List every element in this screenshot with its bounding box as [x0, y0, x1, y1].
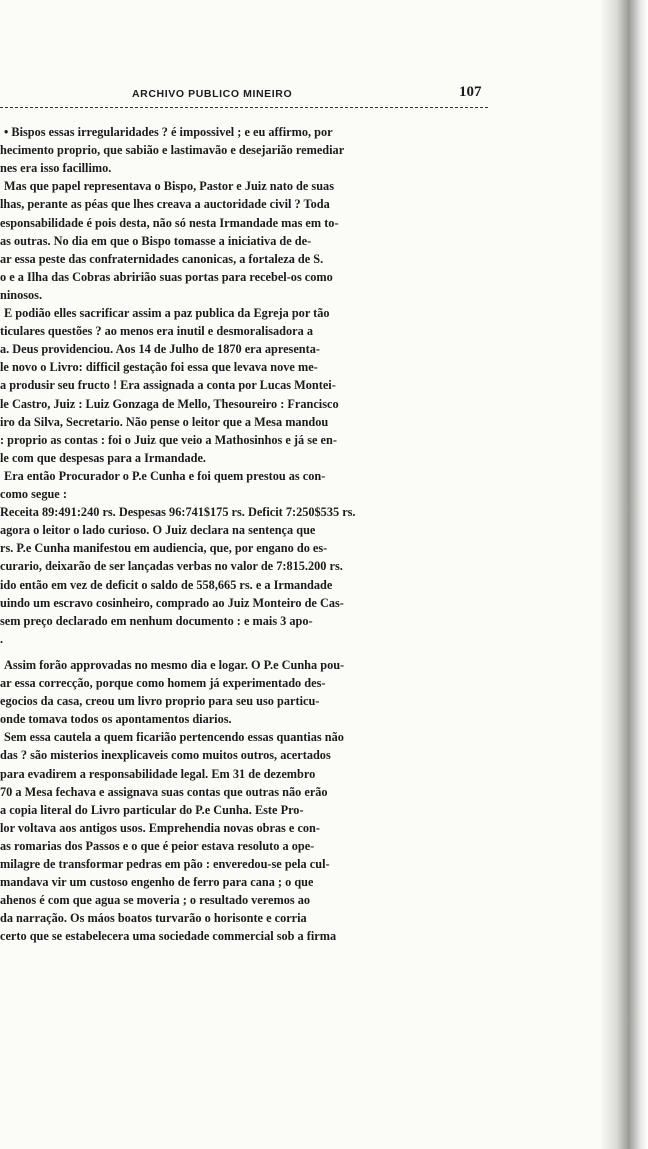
- text-line: Mas que papel representava o Bispo, Pastor e Juiz nato de suas: [4, 179, 334, 194]
- text-line: rs. P.e Cunha manifestou em audiencia, que, por engano do es-: [0, 541, 328, 556]
- text-line: .: [0, 631, 4, 646]
- text-line: milagre de transformar pedras em pão : enveredou-se pela cul-: [0, 857, 330, 871]
- text-line: como segue :: [0, 487, 67, 501]
- text-line: E podião elles sacrificar assim a paz publica da Egreja por tão: [4, 306, 330, 320]
- text-line: as romarias dos Passos e o que é peior estava resoluto a ope-: [0, 838, 315, 853]
- text-line: curario, deixarão de ser lançadas verbas no valor de 7:815.200 rs.: [0, 559, 343, 574]
- text-line: a produsir seu fructo ! Era assignada a conta por Lucas Montei-: [0, 378, 336, 393]
- text-line: le Castro, Juiz : Luiz Gonzaga de Mello, Thesoureiro : Francisco: [0, 396, 339, 411]
- text-line: as outras. No dia em que o Bispo tomasse a iniciativa de de-: [0, 233, 312, 248]
- text-line: nes era isso facillimo.: [0, 161, 112, 176]
- text-line: ninosos.: [0, 287, 43, 302]
- text-line: Assim forão approvadas no mesmo dia e logar. O P.e Cunha pou-: [4, 657, 345, 672]
- running-title: ARCHIVO PUBLICO MINEIRO: [132, 88, 293, 100]
- text-line: hecimento proprio, que sabião e lastimavão e desejarião remediar: [0, 143, 345, 158]
- text-line: sem preço declarado em nenhum documento : e mais 3 apo-: [0, 613, 313, 628]
- text-line: egocios da casa, creou um livro proprio para seu uso particu-: [0, 694, 320, 709]
- text-line: esponsabilidade é pois desta, não só nesta Irmandade mas em to-: [0, 215, 339, 230]
- text-line: ido então em vez de deficit o saldo de 558,665 rs. e a Irmandade: [0, 577, 333, 592]
- text-line: Era então Procurador o P.e Cunha e foi quem prestou as con-: [4, 468, 326, 483]
- text-line: a. Deus providenciou. Aos 14 de Julho de 1870 era apresenta-: [0, 342, 320, 357]
- text-line: onde tomava todos os apontamentos diarios.: [0, 712, 232, 727]
- text-line: lhas, perante as péas que lhes creava a auctoridade civil ? Toda: [0, 197, 330, 212]
- text-line: certo que se estabelecera uma sociedade commercial sob a firma: [0, 929, 337, 944]
- text-line: ar essa correcção, porque como homem já experimentado des-: [0, 676, 326, 690]
- text-line: le novo o Livro: difficil gestação foi essa que levava nove me-: [0, 360, 318, 375]
- text-line: Sem essa cautela a quem ficarião pertencendo essas quantias não: [4, 730, 344, 745]
- page-header: [0, 84, 600, 106]
- text-line: ticulares questões ? ao menos era inutil e desmoralisadora a: [0, 324, 313, 339]
- text-line: agora o leitor o lado curioso. O Juiz declara na sentença que: [0, 523, 316, 538]
- text-line: • Bispos essas irregularidades ? é impossivel ; e eu affirmo, por: [4, 125, 333, 139]
- text-line: a copia literal do Livro particular do P.e Cunha. Este Pro-: [0, 802, 304, 817]
- text-line: uindo um escravo cosinheiro, comprado ao Juiz Monteiro de Cas-: [0, 595, 344, 610]
- text-line: : proprio as contas : foi o Juiz que veio a Mathosinhos e já se en-: [0, 432, 337, 447]
- text-line: ahenos é com que agua se moveria ; o resultado veremos ao: [0, 893, 311, 908]
- text-line: para evadirem a responsabilidade legal. Em 31 de dezembro: [0, 766, 316, 781]
- text-line: iro da Silva, Secretario. Não pense o leitor que a Mesa mandou: [0, 414, 329, 429]
- text-line: o e a Ilha das Cobras abririão suas portas para recebel-os como: [0, 269, 333, 284]
- text-line: le com que despesas para a Irmandade.: [0, 450, 206, 465]
- text-line: das ? são misterios inexplicaveis como muitos outros, acertados: [0, 748, 331, 763]
- text-line: da narração. Os máos boatos turvarão o horisonte e corria: [0, 911, 307, 926]
- header-rule: [0, 107, 488, 108]
- page-gutter-shadow: [600, 0, 648, 1149]
- text-line: ar essa peste das confraternidades canonicas, a fortaleza de S.: [0, 251, 324, 266]
- text-line: 70 a Mesa fechava e assignava suas contas que outras não erão: [0, 784, 328, 799]
- text-line: lor voltava aos antigos usos. Emprehendia novas obras e con-: [0, 820, 320, 835]
- text-line: Receita 89:491:240 rs. Despesas 96:741$175 rs. Deficit 7:250$535 rs.: [0, 505, 356, 520]
- page-number: 107: [459, 84, 482, 100]
- text-line: mandava vir um custoso engenho de ferro para cana ; o que: [0, 875, 314, 890]
